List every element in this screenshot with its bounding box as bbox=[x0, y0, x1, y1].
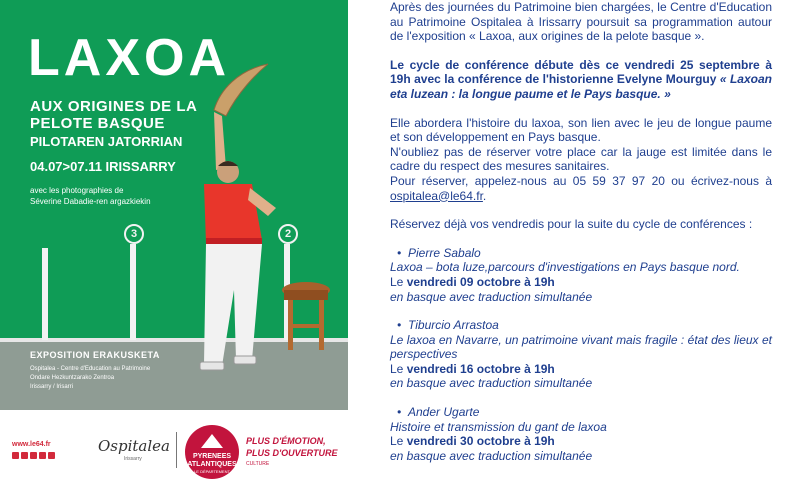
pyrenees-name-line2: ATLANTIQUES bbox=[187, 461, 237, 468]
reservation-text: Pour réserver, appelez-nous au 05 59 37 97 20 ou écrivez-nous à bbox=[390, 173, 772, 188]
conference-language: en basque avec traduction simultanée bbox=[390, 448, 593, 463]
poster-subtitle-line1: AUX ORIGINES DE LA bbox=[30, 98, 198, 115]
conference-item: • Ander Ugarte Histoire et transmission du gant de laxoa Le vendredi 30 octobre à 19h en basque avec traduction simultanée bbox=[390, 405, 772, 463]
conference-date: vendredi 16 octobre à 19h bbox=[406, 361, 555, 376]
conference-speaker: Tiburcio Arrastoa bbox=[408, 318, 499, 333]
conference-speaker: Ander Ugarte bbox=[408, 405, 480, 420]
poster-org-line2: Ondare Hezkuntzarako Zentroa bbox=[30, 375, 115, 381]
reservez-paragraph: Réservez déjà vos vendredis pour la suite du cycle de conférences : bbox=[390, 217, 753, 232]
pyrenees-department: LE DÉPARTEMENT bbox=[194, 469, 230, 474]
facebook-icon[interactable] bbox=[12, 452, 19, 459]
poster-photographer: Séverine Dabadie-ren argazkiekin bbox=[30, 197, 151, 206]
conference-date: vendredi 30 octobre à 19h bbox=[406, 434, 555, 449]
mountain-icon bbox=[201, 434, 223, 448]
pole-number-right: 2 bbox=[278, 224, 298, 244]
slogan-line1: PLUS D'ÉMOTION, bbox=[246, 436, 326, 446]
conference-language: en basque avec traduction simultanée bbox=[390, 376, 593, 391]
lead-conference-title: « Laxoan eta luzean : la longue paume et le Pays basque. » bbox=[390, 72, 772, 101]
slogan-line2: PLUS D'OUVERTURE bbox=[246, 448, 338, 458]
conference-date: vendredi 09 octobre à 19h bbox=[406, 274, 555, 289]
conference-topic: Histoire et transmission du gant de laxoa bbox=[390, 419, 607, 434]
conference-item: • Tiburcio Arrastoa Le laxoa en Navarre, un patrimoine vivant mais fragile : état des lieux et perspectives Le vendredi 16 octobre à 19h en basque avec traduction simultanée bbox=[390, 318, 772, 391]
conference-language: en basque avec traduction simultanée bbox=[390, 289, 593, 304]
ospitalea-logo-subtitle: Irissarry bbox=[124, 456, 142, 462]
capacity-notice: N'oubliez pas de réserver votre place car la jauge est limitée dans le cadre du respect des mesures sanitaires. bbox=[390, 144, 772, 174]
lead-paragraph bbox=[390, 58, 772, 102]
poster-org-line1: Ospitalea - Centre d'Education au Patrimoine bbox=[30, 366, 151, 372]
email-link[interactable]: ospitalea@le64.fr bbox=[390, 188, 483, 203]
poster-exposition: EXPOSITION ERAKUSKETA bbox=[30, 350, 160, 360]
poster-basque-title: PILOTAREN JATORRIAN bbox=[30, 134, 183, 149]
conference-item: • Pierre Sabalo Laxoa – bota luze,parcours d'investigations en Pays basque nord. Le vendredi 09 octobre à 19h en basque avec traduction simultanée bbox=[390, 246, 772, 304]
linkedin-icon[interactable] bbox=[48, 452, 55, 459]
article-text bbox=[390, 0, 772, 463]
social-icons bbox=[12, 452, 55, 459]
pole-number-left: 3 bbox=[124, 224, 144, 244]
pyrenees-atlantiques-logo bbox=[185, 425, 239, 479]
intro-paragraph: Après des journées du Patrimoine bien chargées, le Centre d'Education au Patrimoine Ospitalea à Irissarry poursuit sa programmation autour de l'exposition « Laxoa, aux origines de la pelote basque ». bbox=[390, 0, 772, 44]
poster-title: LAXOA bbox=[28, 29, 230, 87]
instagram-icon[interactable] bbox=[39, 452, 46, 459]
poster-org-line3: Irissarry / Irisarri bbox=[30, 384, 73, 390]
description-paragraph: Elle abordera l'histoire du laxoa, son lien avec le jeu de longue paume et son développement en Pays basque. bbox=[390, 115, 772, 145]
youtube-icon[interactable] bbox=[30, 452, 37, 459]
reservation-paragraph: Pour réserver, appelez-nous au 05 59 37 97 20 ou écrivez-nous à ospitalea@le64.fr. bbox=[390, 173, 772, 203]
exhibition-poster bbox=[0, 0, 348, 410]
logo-divider bbox=[176, 432, 177, 468]
pyrenees-name-line1: PYRENEES bbox=[192, 453, 232, 460]
lead-announcement: Le cycle de conférence débute dès ce vendredi 25 septembre à 19h avec la conférence de l'historienne Evelyne Mourguy bbox=[390, 57, 772, 87]
conference-speaker: Pierre Sabalo bbox=[408, 245, 481, 260]
ospitalea-logo: Ospitalea bbox=[98, 437, 170, 455]
website-link[interactable]: www.le64.fr bbox=[12, 441, 51, 448]
conference-topic: Le laxoa en Navarre, un patrimoine vivant mais fragile : état des lieux et perspectives bbox=[390, 332, 772, 362]
poster-subtitle-line2: PELOTE BASQUE bbox=[30, 115, 165, 132]
poster-photos-credit: avec les photographies de bbox=[30, 186, 124, 195]
twitter-icon[interactable] bbox=[21, 452, 28, 459]
culture-label: CULTURE bbox=[246, 461, 270, 467]
poster-dates: 04.07>07.11 IRISSARRY bbox=[30, 159, 176, 174]
conference-topic: Laxoa – bota luze,parcours d'investigations en Pays basque nord. bbox=[390, 260, 740, 275]
